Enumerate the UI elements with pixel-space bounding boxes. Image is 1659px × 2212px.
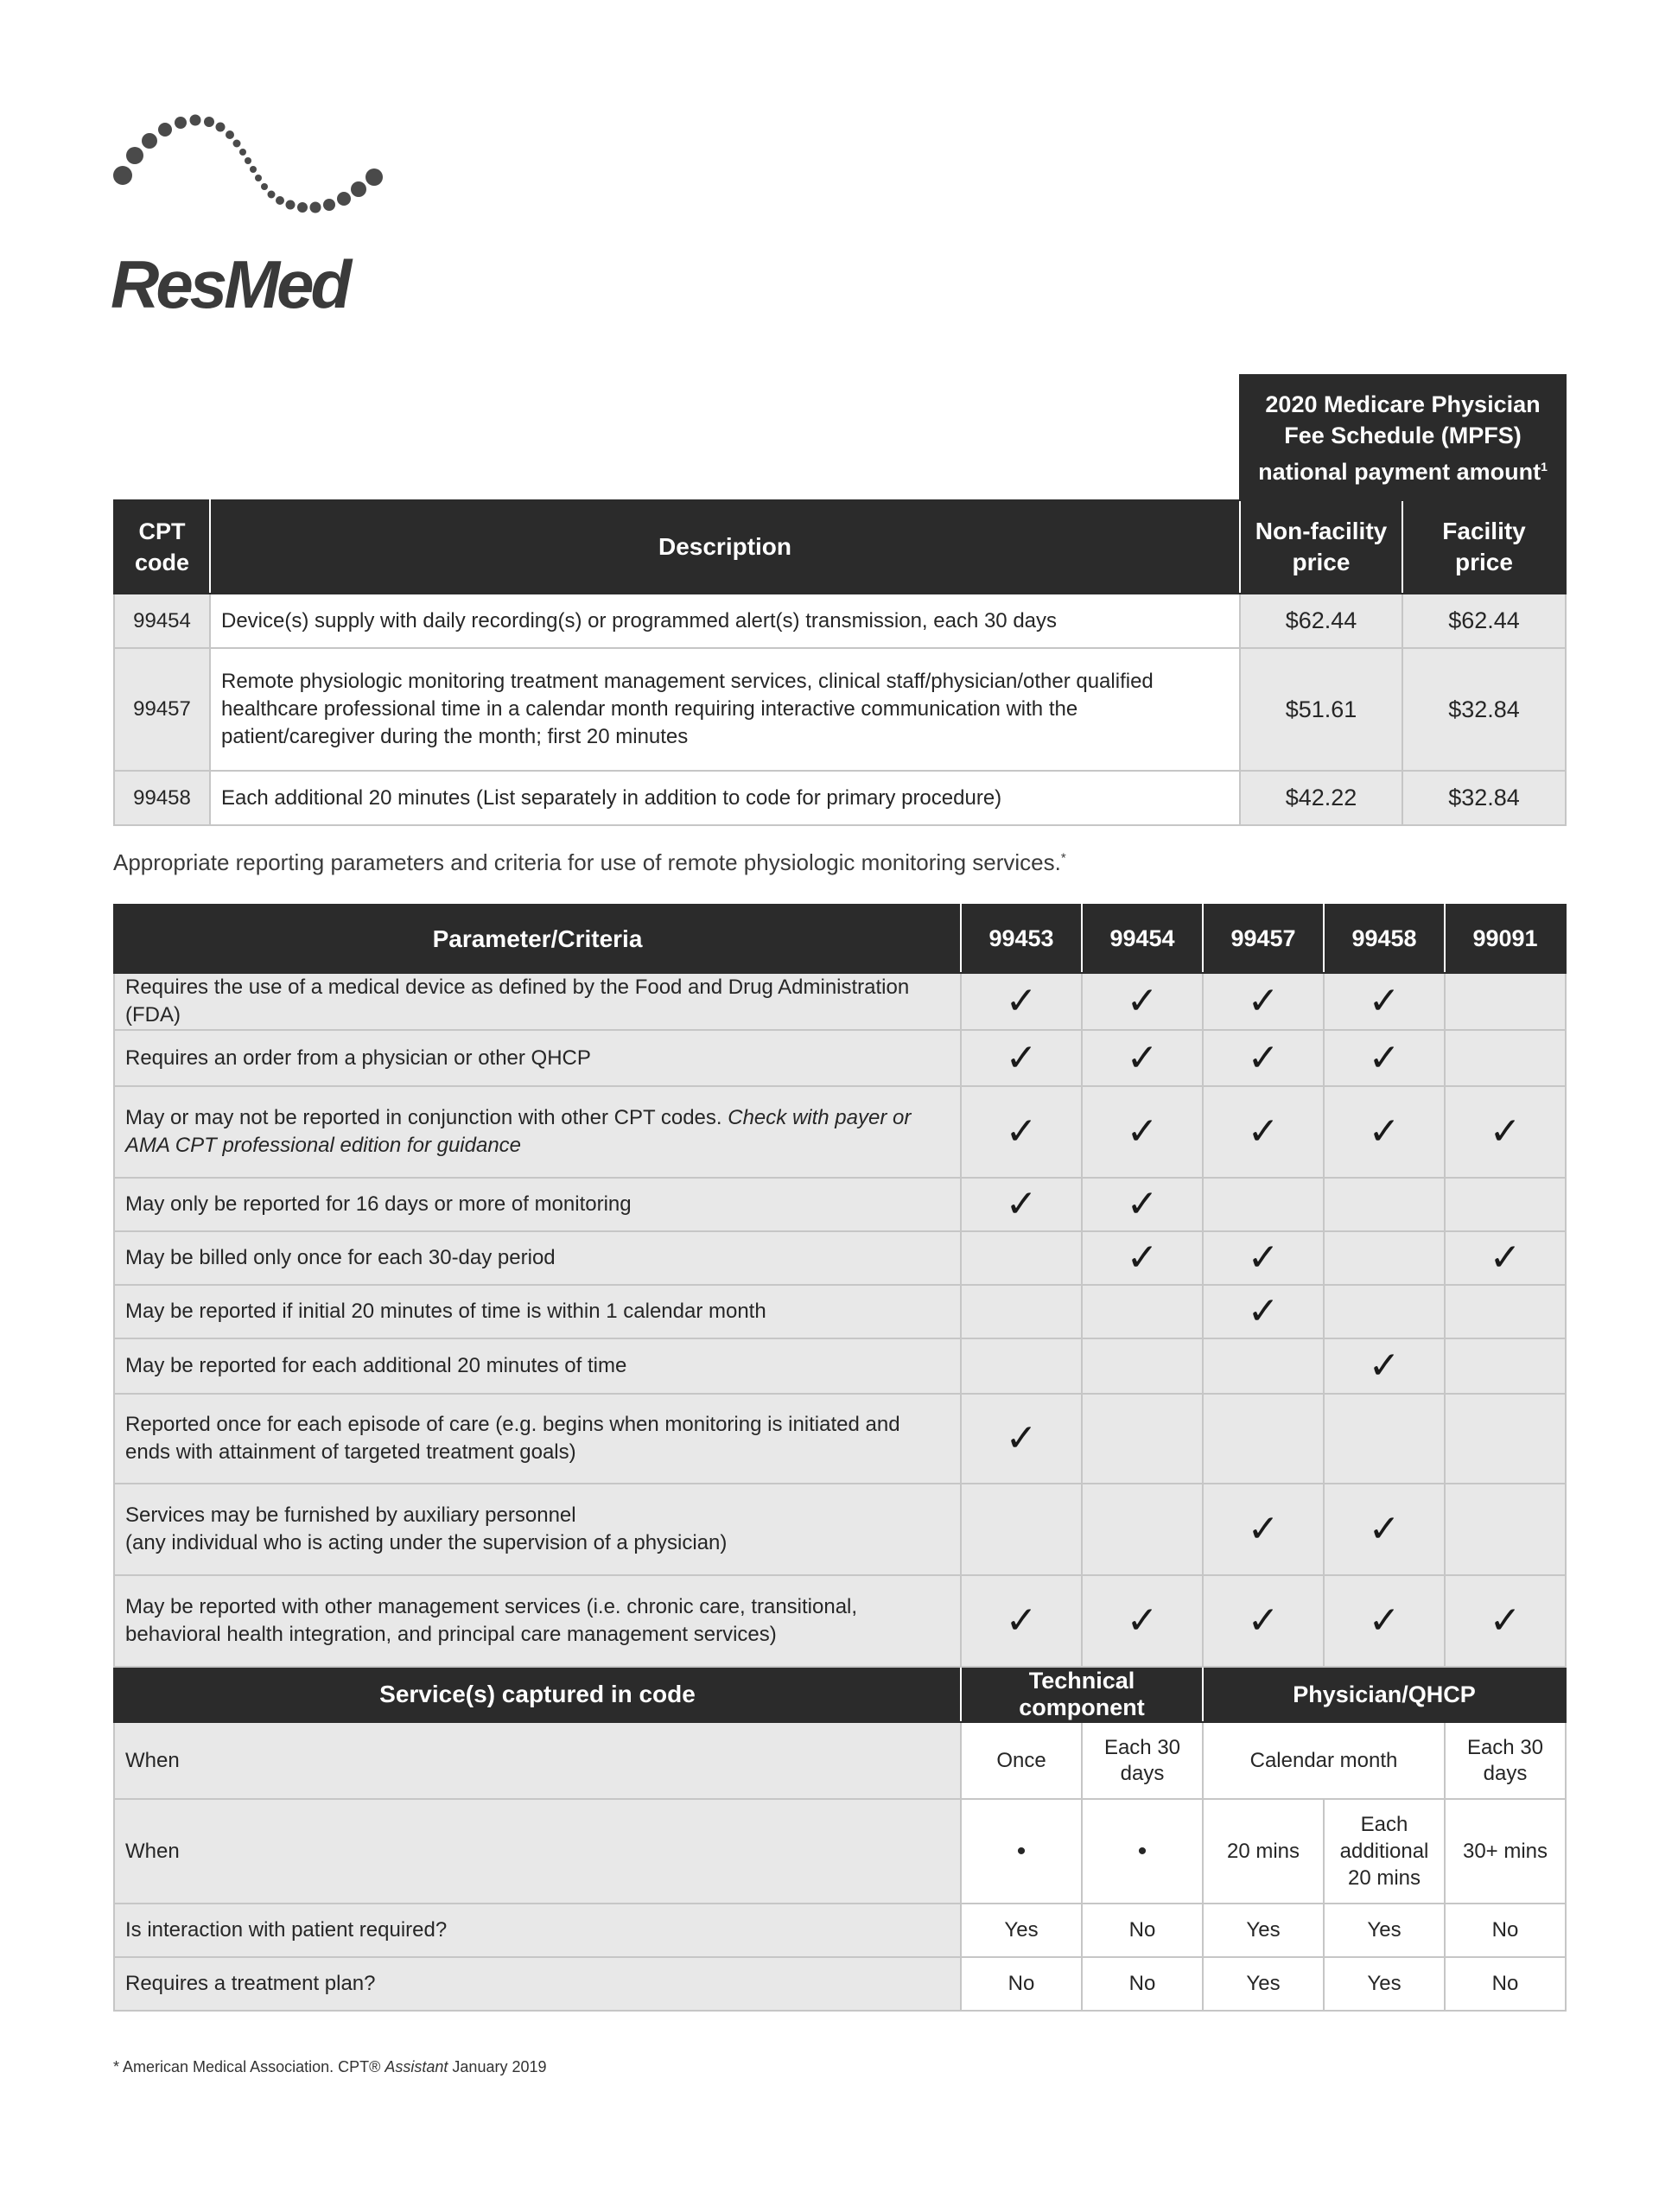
checkmark-icon: ✓ [1203,1086,1324,1178]
when-label: When [114,1722,961,1799]
intro-text: Appropriate reporting parameters and criteria for use of remote physiologic monitoring services.* [113,849,1066,875]
footnote: * American Medical Association. CPT® Assistant January 2019 [113,2058,547,2075]
checkmark-icon: ✓ [961,1030,1082,1086]
when-value: 30+ mins [1445,1799,1566,1904]
checkmark-icon: ✓ [1082,1231,1203,1285]
facility-price: $32.84 [1402,771,1566,825]
criteria-text: May or may not be reported in conjunction with other CPT codes. Check with payer or AMA CPT professional edition for guidance [114,1086,961,1178]
checkmark-icon: ✓ [1082,1178,1203,1231]
checkmark-icon: ✓ [1203,1285,1324,1338]
checkmark-icon: ✓ [1203,1575,1324,1667]
empty-cell [961,1338,1082,1394]
parameter-criteria-table [113,904,1567,2012]
non-facility-price: $42.22 [1240,771,1402,825]
empty-cell [1324,1178,1445,1231]
criteria-text: Requires an order from a physician or other QHCP [114,1030,961,1086]
checkmark-icon: ✓ [1324,1575,1445,1667]
code-description: Device(s) supply with daily recording(s) or programmed alert(s) transmission, each 30 days [210,594,1240,648]
cpt-code: 99458 [114,771,210,825]
checkmark-icon: ✓ [1324,1086,1445,1178]
empty-cell [1203,1394,1324,1484]
checkmark-icon: ✓ [1445,1575,1566,1667]
empty-cell [1445,973,1566,1030]
empty-cell [1324,1394,1445,1484]
criteria-text: Services may be furnished by auxiliary personnel (any individual who is acting under the supervision of a physician) [114,1484,961,1575]
checkmark-icon: ✓ [961,1575,1082,1667]
when-value: Each 30 days [1445,1722,1566,1799]
empty-cell [1324,1231,1445,1285]
criteria-text: May only be reported for 16 days or more of monitoring [114,1178,961,1231]
checkmark-icon: ✓ [1445,1231,1566,1285]
checkmark-icon: ✓ [1324,1030,1445,1086]
empty-cell [1445,1030,1566,1086]
when-row [114,1722,1566,1799]
non-facility-price: $51.61 [1240,648,1402,771]
code-header-99458: 99458 [1324,905,1445,973]
mpfs-group-header: 2020 Medicare Physician Fee Schedule (MPFS) national payment amount$^1$ [1240,375,1566,500]
checkmark-icon: ✓ [961,973,1082,1030]
interaction-value: No [1445,1904,1566,1957]
checkmark-icon: ✓ [1203,1484,1324,1575]
checkmark-icon: ✓ [1324,1484,1445,1575]
treatment-plan-value: No [1082,1957,1203,2011]
when-value: 20 mins [1203,1799,1324,1904]
criteria-text: Reported once for each episode of care (e.g. begins when monitoring is initiated and ends with attainment of targeted treatment goals) [114,1394,961,1484]
when-label: When [114,1799,961,1904]
criteria-row [114,1285,1566,1338]
when-value: Calendar month [1203,1722,1445,1799]
criteria-text: May be reported with other management services (i.e. chronic care, transitional, behavioral health integration, and principal care management services) [114,1575,961,1667]
bullet-value: • [1082,1799,1203,1904]
checkmark-icon: ✓ [1082,1086,1203,1178]
code-description: Each additional 20 minutes (List separately in addition to code for primary procedure) [210,771,1240,825]
criteria-row [114,1086,1566,1178]
empty-cell [1203,1178,1324,1231]
when-row [114,1799,1566,1904]
interaction-value: Yes [1203,1904,1324,1957]
fee-row [114,648,1566,771]
treatment-plan-value: No [961,1957,1082,2011]
checkmark-icon: ✓ [1203,1231,1324,1285]
criteria-text: May be billed only once for each 30-day period [114,1231,961,1285]
criteria-row [114,1394,1566,1484]
treatment-plan-value: Yes [1203,1957,1324,2011]
empty-cell [961,1285,1082,1338]
checkmark-icon: ✓ [1324,973,1445,1030]
when-value: Once [961,1722,1082,1799]
checkmark-icon: ✓ [961,1178,1082,1231]
criteria-row [114,973,1566,1030]
physician-qhcp-header: Physician/QHCP [1203,1667,1566,1722]
criteria-text: May be reported for each additional 20 minutes of time [114,1338,961,1394]
checkmark-icon: ✓ [1203,973,1324,1030]
empty-cell [1082,1285,1203,1338]
code-header-99454: 99454 [1082,905,1203,973]
fee-schedule-table [113,374,1567,826]
checkmark-icon: ✓ [1082,1575,1203,1667]
bullet-value: • [961,1799,1082,1904]
fee-row [114,594,1566,648]
empty-cell [1324,1285,1445,1338]
checkmark-icon: ✓ [1203,1030,1324,1086]
resmed-logo [111,104,396,320]
when-value: Each additional 20 mins [1324,1799,1445,1904]
fee-row [114,771,1566,825]
criteria-row [114,1338,1566,1394]
facility-price: $62.44 [1402,594,1566,648]
facility-price: $32.84 [1402,648,1566,771]
empty-cell [961,1231,1082,1285]
checkmark-icon: ✓ [1082,973,1203,1030]
code-header-99457: 99457 [1203,905,1324,973]
non-facility-price: $62.44 [1240,594,1402,648]
empty-cell [1445,1178,1566,1231]
interaction-value: No [1082,1904,1203,1957]
facility-price-header: Facility price [1402,500,1566,594]
empty-cell [1082,1394,1203,1484]
empty-cell [961,1484,1082,1575]
code-header-99091: 99091 [1445,905,1566,973]
treatment-plan-value: No [1445,1957,1566,2011]
resmed-wordmark: ResMed [111,246,349,322]
treatment-plan-row [114,1957,1566,2011]
treatment-plan-label: Requires a treatment plan? [114,1957,961,2011]
interaction-label: Is interaction with patient required? [114,1904,961,1957]
criteria-text: Requires the use of a medical device as defined by the Food and Drug Administration (FDA) [114,973,961,1030]
treatment-plan-value: Yes [1324,1957,1445,2011]
cpt-code: 99457 [114,648,210,771]
technical-component-header: Technical component [961,1667,1203,1722]
code-description: Remote physiologic monitoring treatment management services, clinical staff/physician/other qualified healthcare professional time in a calendar month requiring interactive communication with the patient/caregiver during the month; first 20 minutes [210,648,1240,771]
empty-cell [1082,1338,1203,1394]
checkmark-icon: ✓ [961,1394,1082,1484]
checkmark-icon: ✓ [961,1086,1082,1178]
interaction-value: Yes [961,1904,1082,1957]
cpt-code: 99454 [114,594,210,648]
criteria-row [114,1178,1566,1231]
criteria-row [114,1575,1566,1667]
criteria-text: May be reported if initial 20 minutes of time is within 1 calendar month [114,1285,961,1338]
description-header: Description [210,500,1240,594]
empty-cell [1203,1338,1324,1394]
code-header-99453: 99453 [961,905,1082,973]
empty-cell [1445,1394,1566,1484]
empty-cell [1445,1484,1566,1575]
resmed-wave-icon [111,104,396,242]
criteria-row [114,1484,1566,1575]
cpt-code-header: CPT code [114,500,210,594]
non-facility-price-header: Non-facility price [1240,500,1402,594]
checkmark-icon: ✓ [1324,1338,1445,1394]
when-value: Each 30 days [1082,1722,1203,1799]
interaction-row [114,1904,1566,1957]
checkmark-icon: ✓ [1082,1030,1203,1086]
empty-cell [1445,1338,1566,1394]
empty-cell [1082,1484,1203,1575]
services-captured-header: Service(s) captured in code [114,1667,961,1722]
interaction-value: Yes [1324,1904,1445,1957]
criteria-row [114,1231,1566,1285]
checkmark-icon: ✓ [1445,1086,1566,1178]
criteria-row [114,1030,1566,1086]
empty-cell [1445,1285,1566,1338]
parameter-criteria-header: Parameter/Criteria [114,905,961,973]
